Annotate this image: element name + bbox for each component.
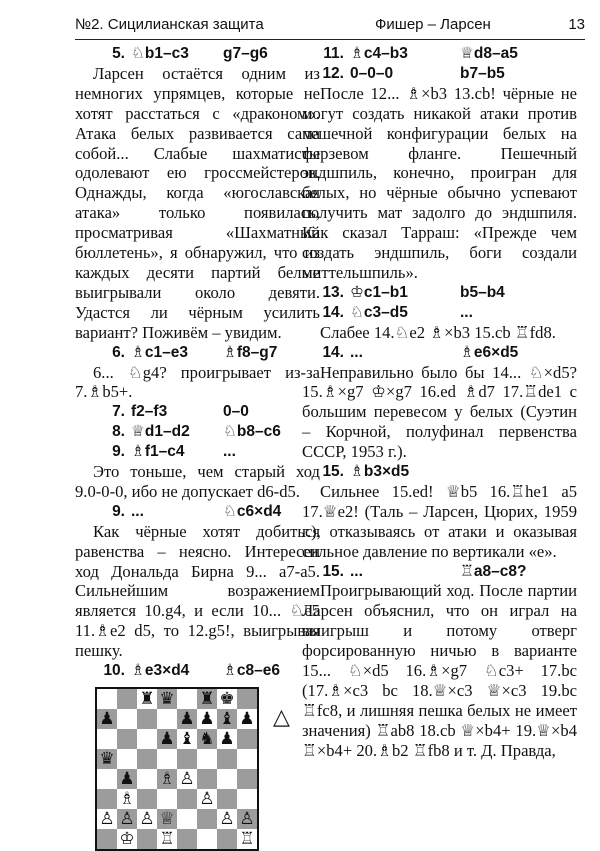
white-move: ♗f1–c4 — [131, 443, 185, 461]
board-square — [97, 789, 117, 809]
right-column — [302, 44, 577, 761]
black-move: ... — [460, 303, 473, 321]
chess-piece-icon: ♙ — [179, 769, 195, 789]
black-move: ♗e6×d5 — [460, 343, 519, 361]
board-square — [157, 709, 177, 729]
white-move: ♗c4–b3 — [350, 45, 408, 62]
board-square — [177, 749, 197, 769]
black-move: ♘b8–c6 — [223, 423, 281, 441]
commentary-paragraph: Сильнее 15.ed! ♕b5 16.♖he1 a5 17.♕e2! (Таль – Ларсен, Цюрих, 1959 г.), отказываясь от атаки и оказывая сильное давление по вертикали «е». — [302, 481, 577, 561]
chess-piece-icon: ♛ — [97, 749, 117, 769]
black-move: ♕d8–a5 — [460, 45, 518, 62]
commentary-paragraph: 6... ♘g4? проигрывает из-за 7.♗b5+. — [75, 362, 320, 402]
chess-piece-icon: ♜ — [197, 689, 217, 709]
board-square — [217, 829, 237, 849]
commentary-paragraph: Это тоньше, чем старый ход 9.0-0-0, ибо не допускает d6-d5. — [75, 462, 320, 501]
move-number: 7. — [112, 403, 125, 421]
board-square — [137, 829, 157, 849]
move-line — [75, 502, 320, 522]
move-line — [75, 343, 320, 363]
move-number: 14. — [322, 343, 344, 361]
chess-piece-icon: ♛ — [157, 689, 177, 709]
move-number: 10. — [103, 662, 125, 680]
board-square — [97, 829, 117, 849]
board-square — [177, 689, 197, 709]
board-square — [117, 729, 137, 749]
board-square — [237, 749, 257, 769]
move-number: 14. — [322, 303, 344, 321]
move-number: 12. — [322, 64, 344, 82]
commentary-paragraph: Как чёрные хотят добиться равенства – неясно. Интересен ход Дональда Бирна 9... a7-a5. Сильнейшим возражением является 10.g4, и если 10... ♘e5 11.♗e2 d5, то 12.g5!, выигрывая пешку. — [75, 521, 320, 661]
page-number: 13 — [568, 16, 585, 33]
chess-piece-icon: ♔ — [119, 829, 135, 849]
white-to-move-icon: △ — [273, 705, 290, 730]
white-move: ... — [350, 343, 363, 361]
white-move: ♘c3–d5 — [350, 303, 408, 321]
board-square — [217, 749, 237, 769]
board-square — [97, 729, 117, 749]
white-move: ♗c1–e3 — [131, 343, 188, 361]
board-square — [197, 829, 217, 849]
move-line — [75, 402, 320, 422]
board-square — [197, 809, 217, 829]
chess-piece-icon: ♟ — [117, 769, 137, 789]
chess-piece-icon: ♖ — [239, 829, 255, 849]
move-number: 5. — [112, 45, 125, 62]
chess-piece-icon: ♙ — [117, 809, 137, 829]
move-line — [75, 44, 320, 64]
black-move: ♗f8–g7 — [223, 343, 278, 361]
white-move: ♗b3×d5 — [350, 463, 410, 481]
board-square — [137, 789, 157, 809]
move-line — [302, 343, 577, 363]
move-line — [75, 422, 320, 442]
board-square — [117, 689, 137, 709]
running-header — [75, 14, 585, 40]
board-square — [237, 689, 257, 709]
board-square — [197, 749, 217, 769]
board-square — [237, 729, 257, 749]
chess-piece-icon: ♙ — [139, 809, 155, 829]
move-number: 9. — [112, 502, 125, 520]
move-line — [302, 64, 577, 84]
white-move: f2–f3 — [131, 403, 168, 421]
board-square — [217, 789, 237, 809]
board-square — [137, 769, 157, 789]
chess-piece-icon: ♗ — [157, 769, 177, 789]
chess-piece-icon: ♝ — [179, 729, 195, 749]
black-move: ♗c8–e6 — [223, 662, 280, 680]
black-move — [460, 462, 577, 482]
board-square — [137, 749, 157, 769]
game-title: Фишер – Ларсен — [375, 16, 491, 33]
chess-piece-icon: ♟ — [177, 709, 197, 729]
chess-piece-icon: ♞ — [197, 729, 217, 749]
move-line — [302, 562, 577, 582]
move-number: 9. — [112, 443, 125, 461]
white-move: ♗e3×d4 — [131, 662, 190, 680]
chess-piece-icon: ♙ — [237, 809, 257, 829]
white-move: ♔c1–b1 — [350, 283, 408, 301]
commentary-paragraph: Ларсен остаётся одним из немногих упрямцев, которые не хотят расстаться с «драконом». Атака белых развивается сама собой... Слабые шахматисты одолевают ею гроссмейстеров. Однажды, когда «югославская атака» только появилась, просматривая «Шахматный бюллетень», я обнаружил, что из каждых десяти партий белые выигрывали около девяти. Удастся ли чёрным усилить вариант? Поживём – увидим. — [75, 63, 320, 342]
white-move: ... — [350, 562, 363, 580]
chess-piece-icon: ♗ — [119, 789, 135, 809]
chess-piece-icon: ♕ — [157, 809, 177, 829]
chess-piece-icon: ♟ — [199, 709, 215, 729]
move-number: 15. — [322, 463, 344, 481]
commentary-paragraph: Проигрывающий ход. После партии Ларсен объяснил, что он играл на выигрыш и потому отверг форсированную ничью в варианте 15... ♘×d5 16.♗×g7 ♘c3+ 17.bc (17.♗×c3 bc 18.♕×c3 ♕×c3 19.bc ♖fc8, и лишняя пешка белых не имеет значения) ♖ab8 18.cb ♕×b4+ 19.♕×b4 ♖×b4+ 20.♗b2 ♖fb8 и т. Д. Правда, — [302, 581, 577, 760]
board-square — [97, 769, 117, 789]
board-square — [217, 769, 237, 789]
white-move: ♕d1–d2 — [131, 423, 190, 441]
commentary-paragraph: Слабее 14.♘e2 ♗×b3 15.cb ♖fd8. — [320, 322, 556, 342]
chess-piece-icon: ♚ — [219, 689, 235, 709]
board-square — [157, 749, 177, 769]
board-square — [157, 789, 177, 809]
board-square — [177, 829, 197, 849]
header-rule — [75, 39, 585, 40]
board-square — [137, 709, 157, 729]
move-line — [302, 462, 577, 482]
black-move: 0–0 — [223, 403, 249, 421]
move-number: 6. — [112, 343, 125, 361]
board-square — [97, 689, 117, 709]
white-move: ... — [131, 502, 144, 520]
white-move: ♘b1–c3 — [131, 45, 189, 62]
chess-piece-icon: ♜ — [139, 689, 155, 709]
move-number: 13. — [322, 283, 344, 301]
move-line — [75, 442, 320, 462]
move-line — [302, 283, 577, 303]
chess-piece-icon: ♙ — [219, 809, 235, 829]
board-square — [137, 729, 157, 749]
move-number: 11. — [323, 45, 344, 62]
board-square — [197, 769, 217, 789]
board-square — [177, 809, 197, 829]
move-line — [75, 661, 320, 681]
board-square — [237, 789, 257, 809]
black-move: ♘c6×d4 — [223, 502, 282, 520]
black-move: b5–b4 — [460, 283, 505, 301]
chess-piece-icon: ♟ — [157, 729, 177, 749]
black-move: g7–g6 — [223, 45, 268, 62]
chess-piece-icon: ♝ — [217, 709, 237, 729]
chess-diagram — [95, 687, 259, 851]
black-move: ♖a8–c8? — [460, 562, 527, 580]
board-square — [177, 789, 197, 809]
white-move: 0–0–0 — [350, 64, 394, 82]
chess-piece-icon: ♟ — [239, 709, 255, 729]
commentary-paragraph: Неправильно было бы 14... ♘×d5? 15.♗×g7 ♔×g7 16.ed ♗d7 17.♖de1 с большим перевесом у белых (Суэтин – Корчной, полуфинал первенства СССР, 1953 г.). — [302, 362, 577, 462]
black-move: b7–b5 — [460, 64, 505, 82]
chess-piece-icon: ♖ — [159, 829, 175, 849]
move-number: 15. — [322, 562, 344, 580]
chess-piece-icon: ♟ — [219, 729, 235, 749]
chapter-title: №2. Сицилианская защита — [75, 16, 264, 33]
commentary-paragraph: После 12... ♗×b3 13.cb! чёрные не могут создать никакой атаки против пешечной конфигурации белых на ферзевом фланге. Пешечный эндшпиль, конечно, проигран для белых, но чёрные обычно успевают получить мат задолго до эндшпиля. Как сказал Тарраш: «Прежде чем создать эндшпиль, боги создали миттельшпиль». — [302, 83, 577, 282]
chess-piece-icon: ♙ — [199, 789, 215, 809]
board-square — [117, 709, 137, 729]
board-square — [117, 749, 137, 769]
move-line — [302, 303, 577, 323]
chess-piece-icon: ♟ — [97, 709, 117, 729]
move-number: 8. — [112, 423, 125, 441]
chess-piece-icon: ♙ — [99, 809, 115, 829]
move-line — [302, 44, 577, 64]
black-move: ... — [223, 443, 236, 461]
board-square — [237, 769, 257, 789]
